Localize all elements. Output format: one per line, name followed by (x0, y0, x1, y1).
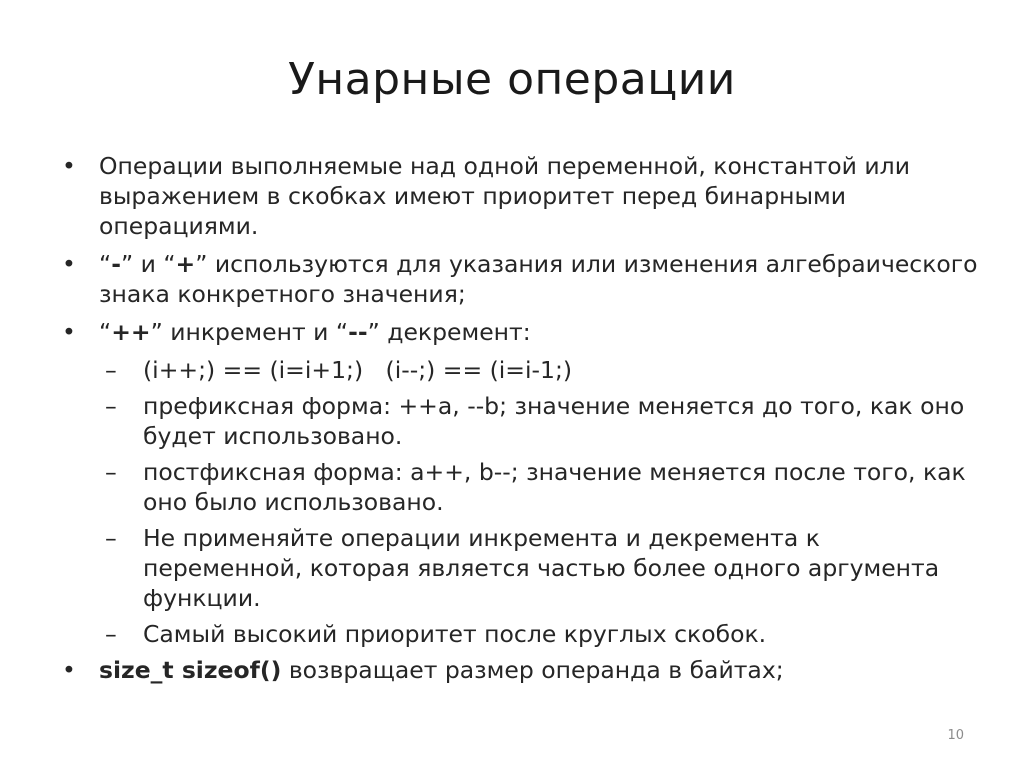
bullet-glyph: • (62, 318, 76, 346)
sub-bullet-equivalence (62, 355, 982, 385)
sub-bullet-prefix (62, 391, 982, 451)
dash-glyph: – (105, 392, 117, 420)
quote-between: ” и “ (120, 250, 176, 278)
dash-glyph: – (105, 356, 117, 384)
sub-bullet-text: Не применяйте операции инкремента и декремента к переменной, которая является частью более одного аргумента функции. (143, 524, 940, 612)
bullet-glyph: • (62, 250, 76, 278)
increment-operator: ++ (111, 318, 151, 346)
bullet-text: ” декремент: (367, 318, 531, 346)
sizeof-signature: size_t sizeof() (99, 656, 282, 684)
sub-bullet-text: Самый высокий приоритет после круглых скобок. (143, 620, 767, 648)
slide-body (62, 151, 982, 693)
dash-glyph: – (105, 524, 117, 552)
quote-open: “ (99, 250, 112, 278)
dash-glyph: – (105, 458, 117, 486)
slide-title: Унарные операции (288, 54, 736, 105)
quote-between: ” инкремент и “ (150, 318, 349, 346)
quote-open: “ (99, 318, 112, 346)
bullet-item-sign-operators (62, 249, 982, 309)
bullet-text: ” используются для указания или изменения алгебраического знака конкретного значения; (99, 250, 978, 308)
bullet-text: Операции выполняемые над одной переменной, константой или выражением в скобках имеют приоритет перед бинарными операциями. (99, 152, 910, 240)
bullet-item-definition (62, 151, 982, 241)
decrement-operator: -- (348, 318, 368, 346)
sub-bullet-priority (62, 619, 982, 649)
bullet-text: возвращает размер операнда в байтах; (281, 656, 784, 684)
minus-operator: - (111, 250, 121, 278)
bullet-glyph: • (62, 152, 76, 180)
sub-bullet-text: постфиксная форма: a++, b--; значение меняется после того, как оно было использовано. (143, 458, 966, 516)
sub-bullet-warning (62, 523, 982, 613)
page-number: 10 (947, 728, 964, 743)
bullet-item-inc-dec (62, 317, 982, 347)
plus-operator: + (175, 250, 196, 278)
bullet-glyph: • (62, 656, 76, 684)
bullet-item-sizeof (62, 655, 982, 685)
sub-bullet-postfix (62, 457, 982, 517)
sub-bullet-text: (i++;) == (i=i+1;) (i--;) == (i=i-1;) (143, 356, 573, 384)
sub-bullet-text: префиксная форма: ++a, --b; значение меняется до того, как оно будет использовано. (143, 392, 965, 450)
dash-glyph: – (105, 620, 117, 648)
